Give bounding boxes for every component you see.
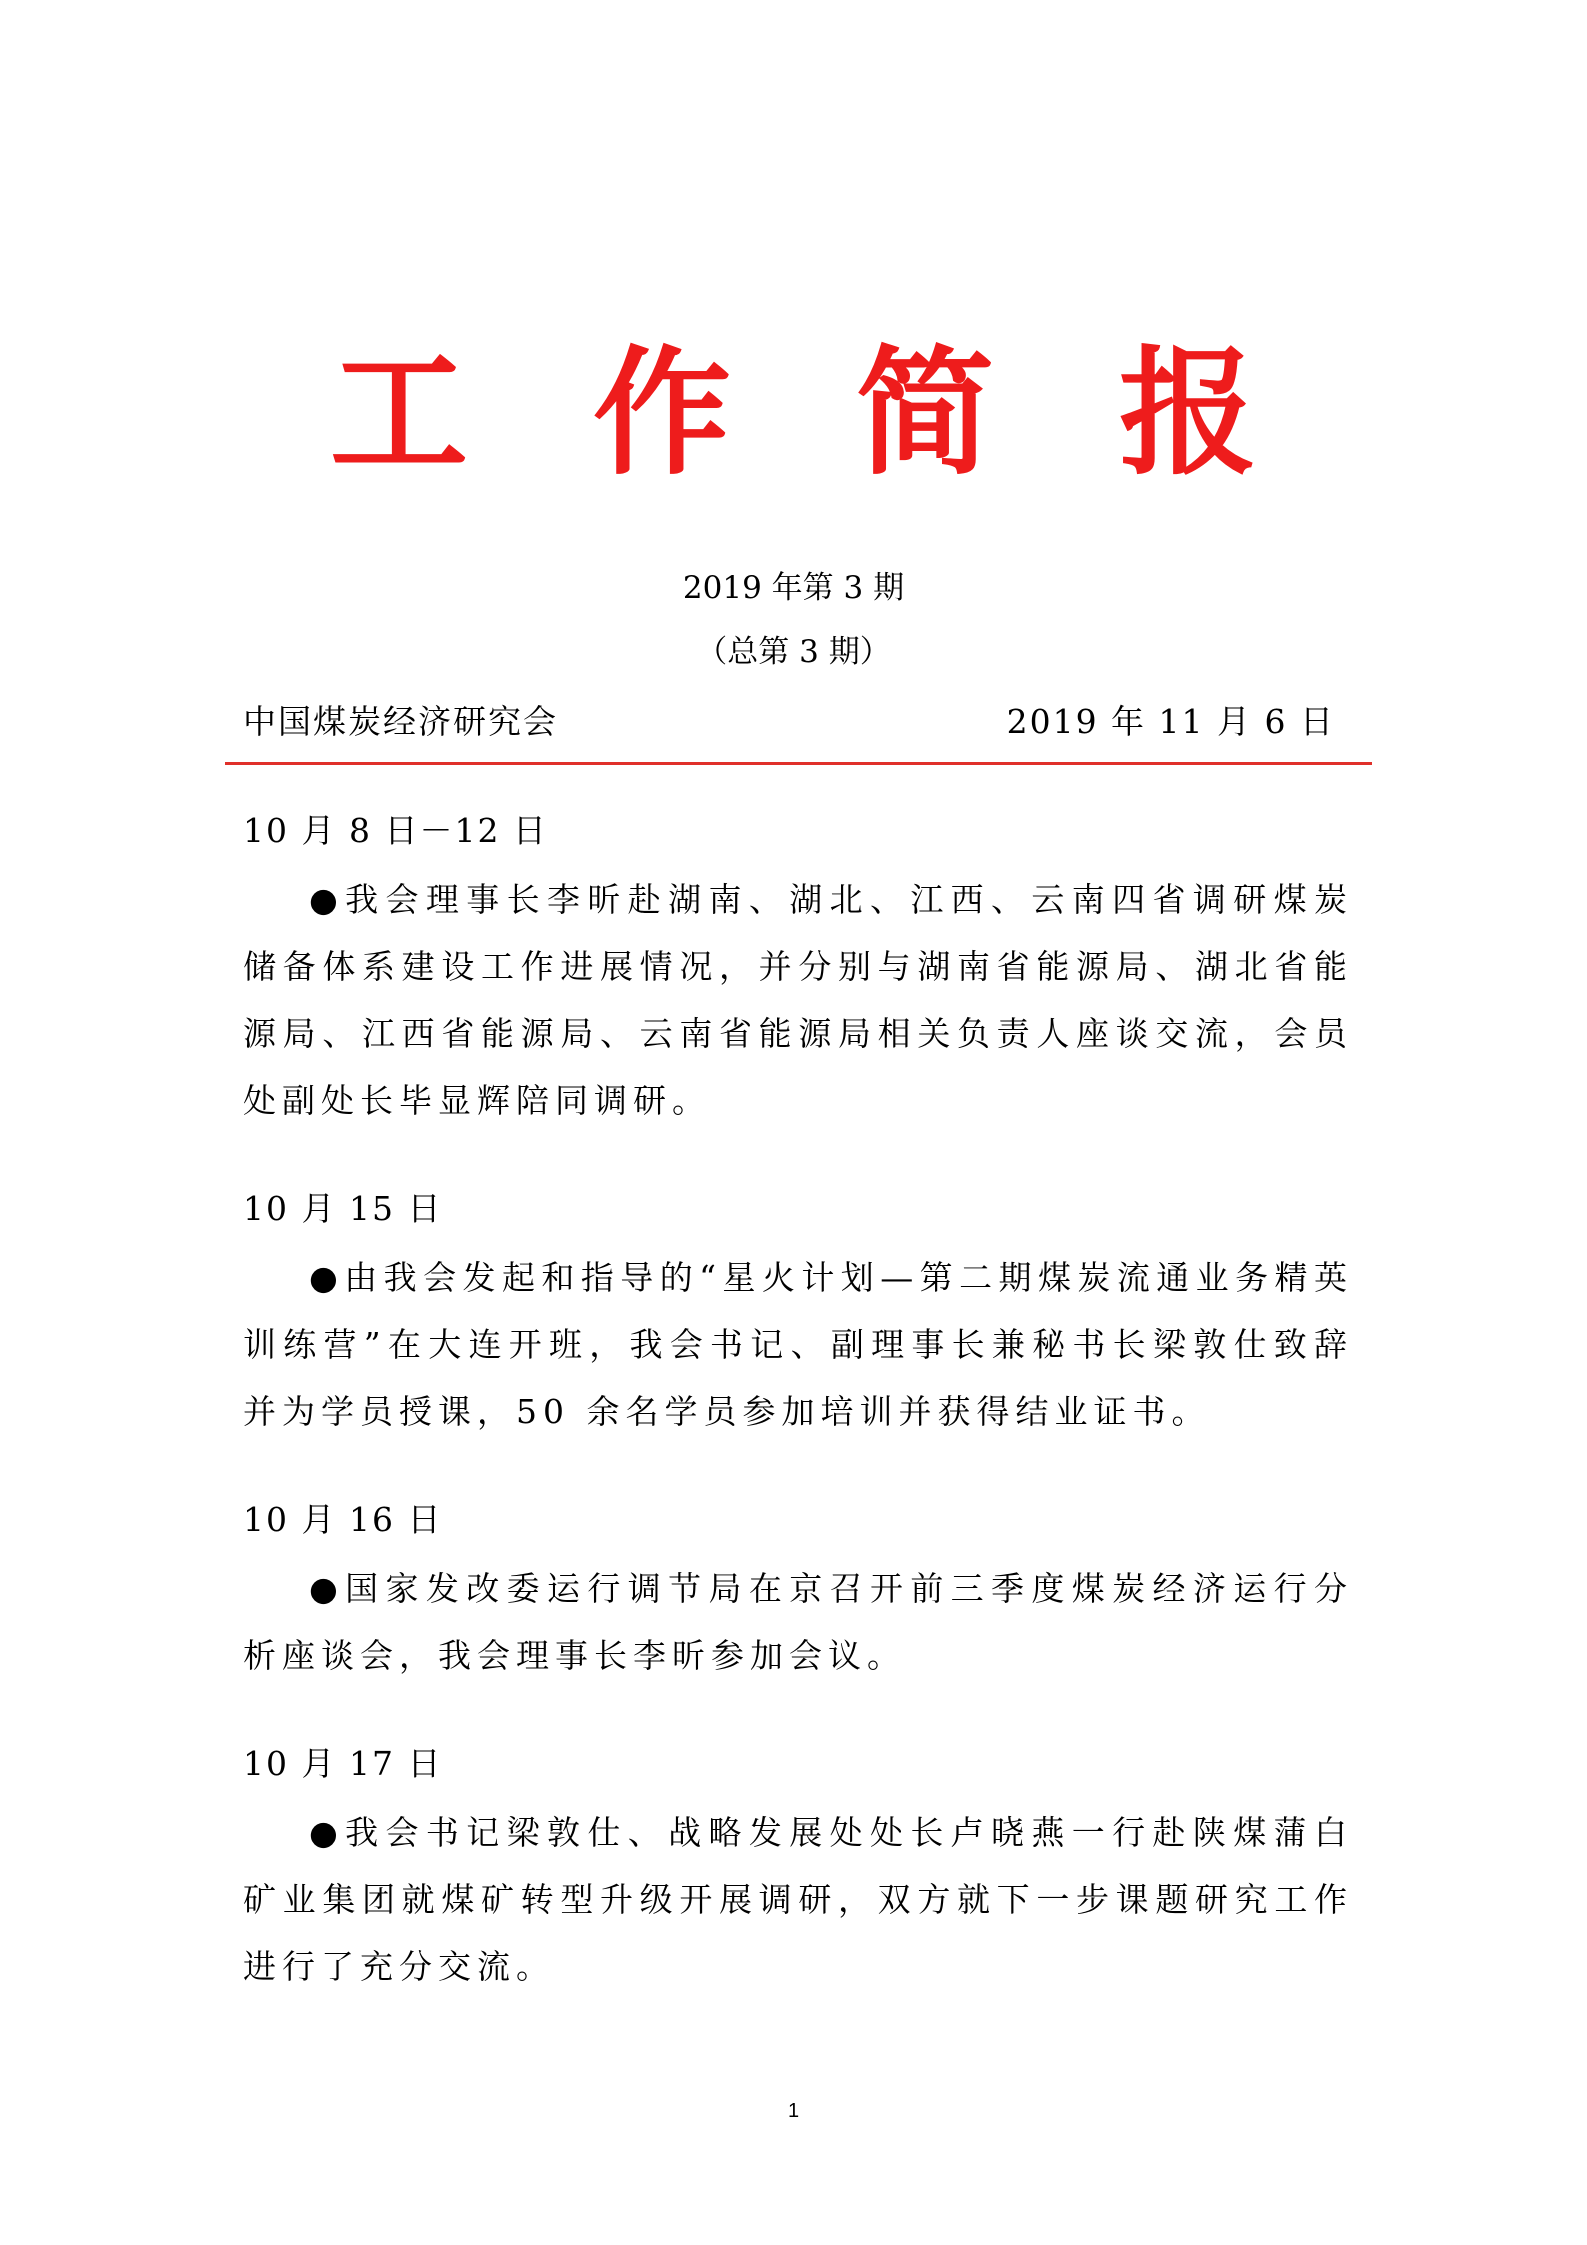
entry-date: 10 月 15 日 [243, 1189, 443, 1228]
entry-text: ●我会理事长李昕赴湖南、湖北、江西、云南四省调研煤炭储备体系建设工作进展情况，并分别与湖南省能源局、湖北省能源局、江西省能源局、云南省能源局相关负责人座谈交流，会员处副处长毕显辉陪同调研。 [243, 880, 1353, 1120]
entry-date: 10 月 8 日－12 日 [243, 811, 548, 850]
entry [243, 1497, 1353, 1689]
entry [243, 1741, 1353, 2000]
entry-list [243, 808, 1353, 2052]
header-divider [225, 762, 1372, 765]
entry [243, 1186, 1353, 1445]
publication-date: 2019 年 11 月 6 日 [1006, 702, 1335, 741]
entry-date: 10 月 17 日 [243, 1744, 443, 1783]
issue-total-number: （总第 3 期） [696, 634, 891, 670]
entry-date: 10 月 16 日 [243, 1500, 443, 1539]
entry-text: ●国家发改委运行调节局在京召开前三季度煤炭经济运行分析座谈会，我会理事长李昕参加会议。 [243, 1569, 1353, 1675]
entry [243, 808, 1353, 1134]
publisher-name: 中国煤炭经济研究会 [243, 702, 558, 741]
entry-text: ●我会书记梁敦仕、战略发展处处长卢晓燕一行赴陕煤蒲白矿业集团就煤矿转型升级开展调研，双方就下一步课题研究工作进行了充分交流。 [243, 1813, 1353, 1986]
page-number: 1 [787, 2100, 800, 2122]
issue-number: 2019 年第 3 期 [682, 570, 905, 606]
entry-text: ●由我会发起和指导的“星火计划—第二期煤炭流通业务精英训练营”在大连开班，我会书记、副理事长兼秘书长梁敦仕致辞并为学员授课，50 余名学员参加培训并获得结业证书。 [243, 1258, 1353, 1431]
masthead-title: 工作简报 [330, 333, 1382, 494]
